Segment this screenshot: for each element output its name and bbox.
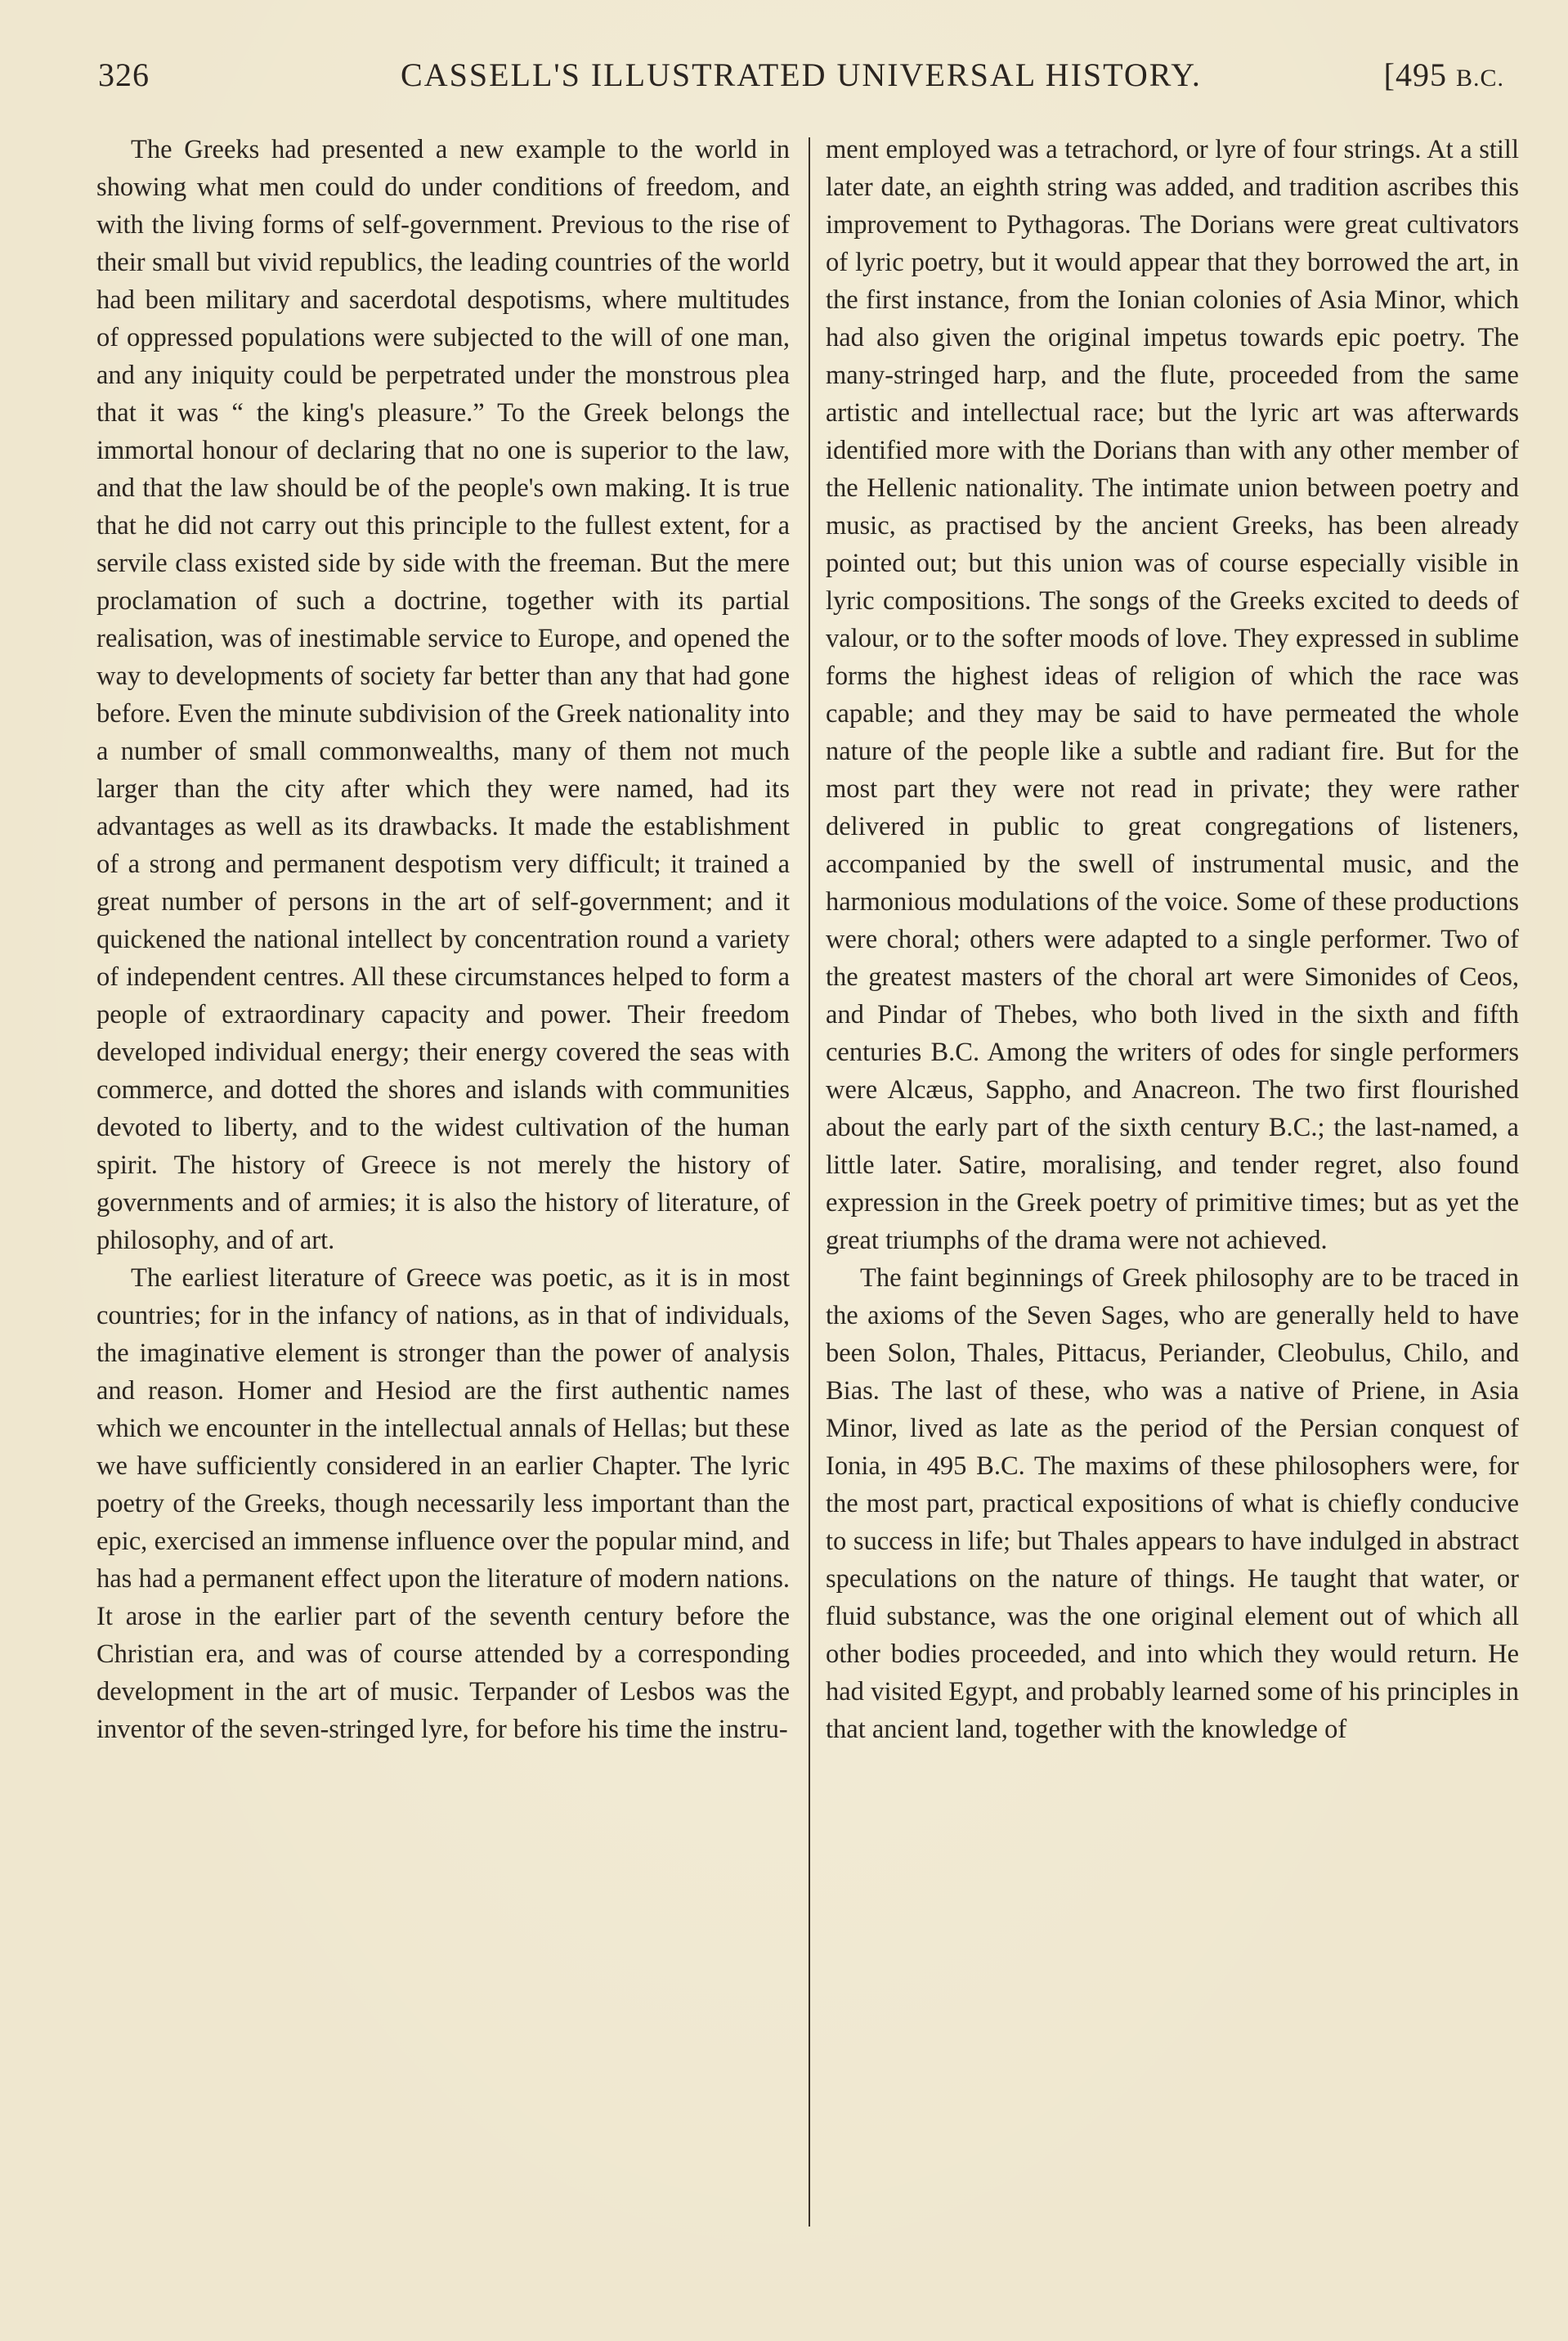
paragraph-greek-freedom: The Greeks had presented a new example to the world in showing what men could do under conditions of freedom, and with the living forms of self-government. Previous to the rise of their small but vivid republics, the leading countries of the world had been military and sacerdotal despotisms, where multitudes of oppressed populations were subjected to the will of one man, and any iniquity could be perpetrated under the monstrous plea that it was “ the king's pleasure.” To the Greek belongs the immortal honour of declaring that no one is superior to the law, and that the law should be of the people's own making. It is true that he did not carry out this principle to the fullest extent, for a servile class existed side by side with the freeman. But the mere proclamation of such a doctrine, together with its partial realisation, was of inestimable service to Europe, and opened the way to developments of society far better than any that had gone before. Even the minute subdivision of the Greek nationality into a number of small commonwealths, many of them not much larger than the city after which they were named, had its advantages as well as its drawbacks. It made the establishment of a strong and permanent despotism very difficult; it trained a great number of persons in the art of self-government; and it quickened the national intellect by concentration round a variety of independent centres. All these circumstances helped to form a people of extraordinary capacity and power. Their freedom developed individual energy; their energy covered the seas with commerce, and dotted the shores and islands with communities devoted to liberty, and to the widest cultivation of the human spirit. The history of Greece is not merely the history of governments and of armies; it is also the history of literature, of philosophy, and of art. [96, 135, 790, 1255]
running-header [98, 56, 1504, 105]
paragraph-earliest-literature: The earliest literature of Greece was poetic, as it is in most countries; for in the infancy of nations, as in that of individuals, the imaginative element is stronger than the power of analysis and reason. Homer and Hesiod are the first authentic names which we encounter in the intellectual annals of Hellas; but these we have sufficiently considered in an earlier Chapter. The lyric poetry of the Greeks, though necessarily less important than the epic, exercised an immense influence over the popular mind, and has had a permanent effect upon the literature of modern nations. It arose in the earlier part of the seventh century before the Christian era, and was of course attended by a corresponding development in the art of music. Terpander of Lesbos was the inventor of the seven-stringed lyre, for before his time the instru- [96, 1263, 790, 1744]
column-divider [809, 137, 810, 2227]
date-era: B.C. [1455, 65, 1504, 92]
paragraph-greek-philosophy: The faint beginnings of Greek philosophy are to be traced in the axioms of the Seven Sages, who are generally held to have been Solon, Thales, Pittacus, Periander, Cleobulus, Chilo, and Bias. The last of these, who was a native of Priene, in Asia Minor, lived as late as the period of the Persian conquest of Ionia, in 495 B.C. The maxims of these philosophers were, for the most part, practical expositions of what is chiefly conducive to success in life; but Thales appears to have indulged in abstract speculations on the nature of things. He taught that water, or fluid substance, was the one original element out of which all other bodies proceeded, and into which they would return. He had visited Egypt, and probably learned some of his principles in that ancient land, together with the knowledge of [826, 1263, 1519, 1744]
date-reference [1384, 56, 1504, 94]
page-number: 326 [98, 56, 150, 93]
running-title: CASSELL'S ILLUSTRATED UNIVERSAL HISTORY. [401, 56, 1202, 93]
date-prefix: [495 [1383, 56, 1456, 93]
left-column [96, 131, 790, 1748]
right-column [826, 131, 1519, 1748]
paragraph-lyric-poetry: ment employed was a tetrachord, or lyre of four strings. At a still later date, an eighth string was added, and tradition ascribes this improvement to Pythagoras. The Dorians were great cultivators of lyric poetry, but it would appear that they borrowed the art, in the first instance, from the Ionian colonies of Asia Minor, which had also given the original impetus towards epic poetry. The many-stringed harp, and the flute, proceeded from the same artistic and intellectual race; but the lyric art was afterwards identified more with the Dorians than with any other member of the Hellenic nationality. The intimate union between poetry and music, as practised by the ancient Greeks, has been already pointed out; but this union was of course especially visible in lyric compositions. The songs of the Greeks excited to deeds of valour, or to the softer moods of love. They expressed in sublime forms the highest ideas of religion of which the race was capable; and they may be said to have permeated the whole nature of the people like a subtle and radiant fire. But for the most part they were not read in private; they were rather delivered in public to great congregations of listeners, accompanied by the swell of instrumental music, and the harmonious modulations of the voice. Some of these productions were choral; others were adapted to a single performer. Two of the greatest masters of the choral art were Simonides of Ceos, and Pindar of Thebes, who both lived in the sixth and fifth centuries B.C. Among the writers of odes for single performers were Alcæus, Sappho, and Anacreon. The two first flourished about the early part of the sixth century B.C.; the last-named, a little later. Satire, moralising, and tender regret, also found expression in the Greek poetry of primitive times; but as yet the great triumphs of the drama were not achieved. [826, 135, 1519, 1255]
